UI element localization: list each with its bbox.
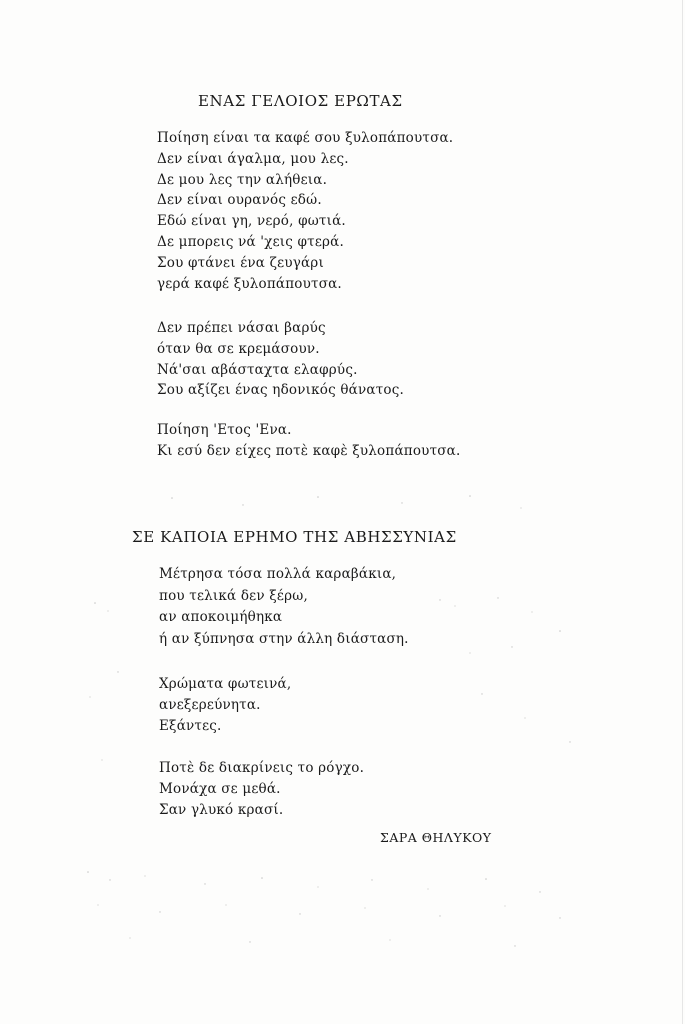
verse-line: Δε μπορεις νά 'χεις φτερά. <box>157 233 344 250</box>
verse-line: που τελικά δεν ξέρω, <box>159 587 308 604</box>
verse-line: ανεξερεύνητα. <box>159 696 261 713</box>
verse-line: Δεν είναι άγαλμα, μου λες. <box>157 150 349 167</box>
verse-line: Ποτὲ δε διακρίνεις το ρόγχο. <box>159 760 365 776</box>
verse-line: Μέτρησα τόσα πολλά καραβάκια, <box>159 566 397 582</box>
verse-line: όταν θα σε κρεμάσουν. <box>157 340 320 357</box>
stanza <box>159 674 291 736</box>
verse-line: Εξάντες. <box>159 717 222 734</box>
author-signature: ΣΑΡΑ ΘΗΛΥΚΟΥ <box>380 830 492 845</box>
verse-line: Χρώματα φωτεινά, <box>159 676 292 692</box>
verse-line: Εδώ είναι γη, νερό, φωτιά. <box>157 213 346 230</box>
page-edge <box>682 0 683 1024</box>
stanza <box>159 758 364 820</box>
stanza <box>157 420 460 462</box>
verse-line: γερά καφέ ξυλοπάπουτσα. <box>157 275 342 292</box>
verse-line: Σαν γλυκό κρασί. <box>159 801 284 818</box>
verse-line: ή αν ξύπνησα στην άλλη διάσταση. <box>159 630 409 647</box>
verse-line: Ποίηση 'Ετος 'Ενα. <box>157 422 292 438</box>
stanza <box>159 564 409 650</box>
poem-title: ΕΝΑΣ ΓΕΛΟΙΟΣ ΕΡΩΤΑΣ <box>198 92 403 110</box>
verse-line: Δε μου λες την αλήθεια. <box>157 171 328 188</box>
verse-line: Ποίηση είναι τα καφέ σου ξυλοπάπουτσα. <box>157 130 454 146</box>
verse-line: Νά'σαι αβάσταχτα ελαφρύς. <box>157 361 358 378</box>
verse-line: Σου αξίζει ένας ηδονικός θάνατος. <box>157 382 404 399</box>
verse-line: Δεν είναι ουρανός εδώ. <box>157 192 322 209</box>
stanza <box>157 318 404 401</box>
verse-line: Σου φτάνει ένα ζευγάρι <box>157 254 324 271</box>
verse-line: Κι εσύ δεν είχες ποτὲ καφὲ ξυλοπάπουτσα. <box>157 442 461 459</box>
poem-title: ΣΕ ΚΑΠΟΙΑ ΕΡΗΜΟ ΤΗΣ ΑΒΗΣΣΥΝΙΑΣ <box>132 528 457 546</box>
verse-line: Μονάχα σε μεθά. <box>159 780 281 797</box>
verse-line: αν αποκοιμήθηκα <box>159 609 283 625</box>
stanza <box>157 128 453 294</box>
verse-line: Δεν πρέπει νάσαι βαρύς <box>157 320 326 336</box>
